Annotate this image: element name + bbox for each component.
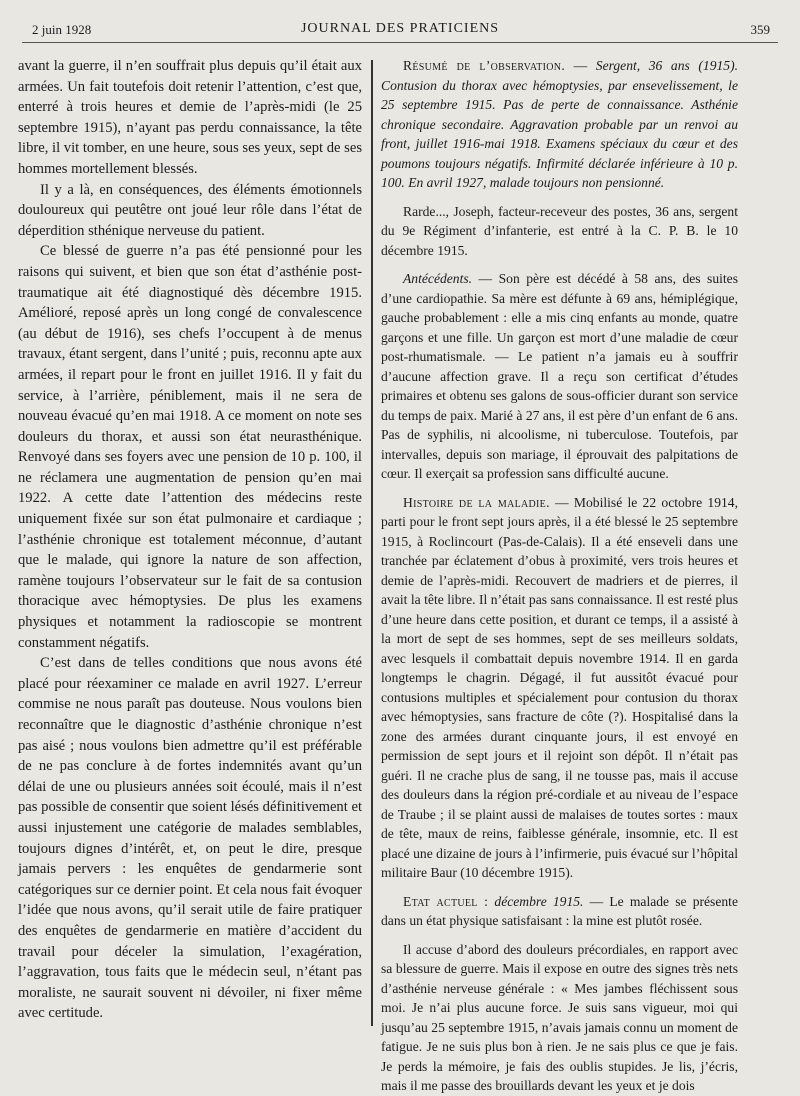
left-paragraph-2: Il y a là, en conséquences, des éléments émotionnels douloureux qui peutêtre ont joué leur rôle dans l’état de déperdition sthénique nerveuse du patient. <box>18 181 362 239</box>
complaints-paragraph: Il accuse d’abord des douleurs précordiales, en rapport avec sa blessure de guerre. Mais il expose en outre des signes très nets d’asthénie nerveuse générale : « Mes jambes fléchissent sous moi. Je n’ai plus aucune force. Je suis sans vigueur, moi qui jusqu’au 25 septembre 1915, n’avais jamais connu un moment de fatigue. Je ne suis plus bon à rien. Je ne sais plus ce que je fais. Je perds la mémoire, je fais des oublis stupides. Je lis, j’écris, mais il me passe des brouillards devant les yeux et je dois <box>381 941 738 1093</box>
summary-dash: — <box>565 58 596 73</box>
left-paragraph-4: C’est dans de telles conditions que nous avons été placé pour réexaminer ce malade en avril 1927. L’erreur commise ne nous paraît pas douteuse. Nous voulons bien reconnaître que le diagnostic d’asthénie chronique n’est pas aisé ; nous voulons bien admettre qu’il est préférable de ne pas conclure à de fortes indemnités avant qu’un délai de une ou plusieurs années soit écoulé, mais il n’est pas possible de consentir que soient lésés définitivement et aussi injustement une catégorie de malades semblables, toujours dignes d’intérêt, et, on peut le dire, presque jamais pervers : les enquêtes de gendarmerie sont catégoriques sur ce dernier point. Et cela nous fait évoquer l’idée que nous avons, qu’il serait utile de faire pratiquer des enquêtes de gendarmerie en matière d’accident du travail pour déceler la simulation, l’exagération, l’aggravation, tous faits que le médecin seul, n’étant pas moraliste, ne saurait souvent ni dévoiler, ni fixer même avec certitude. <box>18 655 362 1022</box>
antecedents-text: — Son père est décédé à 58 ans, des suites d’une cardiopathie. Sa mère est défunte à 69 ans, hémiplégique, gauche probablement : elle a mis cinq enfants au monde, quatre garçons et une fille. Un garçon est mort d’une maladie de cœur post-rhumatismale. — Le patient n’a jamais eu à souffrir d’aucune affection grave. Il a reçu son certificat d’études primaires et obtenu ses galons de sous-officier durant son service du temps de paix. Marié à 27 ans, il est père d’un enfant de 6 ans. Pas de syphilis, ni alcoolisme, ni tuberculose. Toutefois, par intervalles, depuis son mariage, il éprouvait des palpitations de cœur. Il exerçait sa profession sans difficulté aucune. <box>381 271 738 481</box>
patient-identity: Rarde..., Joseph, facteur-receveur des postes, 36 ans, sergent du 9e Régiment d’infanterie, est entré à la C. P. B. le 10 décembre 1915. <box>381 203 738 258</box>
issue-date: 2 juin 1928 <box>32 22 92 37</box>
column-divider <box>371 60 373 1026</box>
observation-summary <box>381 56 738 193</box>
history-text: — Mobilisé le 22 octobre 1914, parti pour le front sept jours après, il a été blessé le 25 septembre 1915, à Roclincourt (Pas-de-Calais). Il a été enseveli dans une tranchée par éclatement d’obus à proximité, vers trois heures et demie de l’après-midi. Recouvert de madriers et de pierres, il avait la tête libre. Il n’était pas sans connaissance. Il est resté plus d’une heure dans cette position, et durant ce temps, il a assisté à la mort de sept de ses hommes, sept de ses meilleurs soldats, avec lesquels il combattait depuis novembre 1914. Il en garda longtemps le chagrin. Dégagé, il fut aussitôt évacué pour contusions multiples et spécialement pour contusion du thorax avec hémoptysies, sans fracture de côte (?). Hospitalisé dans la zone des armées durant cinquante jours, il est envoyé en permission de sept jours et il rejoint son dépôt. Il n’était pas guéri. Il ne crache plus de sang, il ne tousse pas, mais il accuse des douleurs dans la région pré-cordiale et au niveau de l’espace de Traube ; il se plaint aussi de malaises de toutes sortes : maux de tête, maux de reins, faiblesse générale, insomnie, etc. Il est placé une dizaine de jours à l’infirmerie, puis évacué sur l’hôpital militaire Baur (10 décembre 1915). <box>381 494 738 880</box>
antecedents-heading: Antécédents. <box>403 271 473 286</box>
journal-title: JOURNAL DES PRATICIENS <box>300 21 500 36</box>
summary-text: Sergent, 36 ans (1915). Contusion du thorax avec hémoptysies, par ensevelissement, le 25 septembre 1915. Pas de perte de connaissance. Asthénie chronique secondaire. Aggravation probable par un renvoi au front, juillet 1916-mai 1918. Examens spéciaux du cœur et des poumons toujours négatifs. Infirmité déclarée inférieure à 10 p. 100. En avril 1927, malade toujours non pensionné. <box>381 58 739 190</box>
current-state-paragraph <box>381 892 738 931</box>
history-paragraph <box>381 493 738 883</box>
current-state-date: décembre 1915. <box>488 893 584 909</box>
left-column <box>18 56 362 1024</box>
current-state-heading: Etat actuel : <box>403 893 489 909</box>
page-header <box>22 20 778 43</box>
summary-heading: Résumé de l’observation. <box>403 58 566 73</box>
left-paragraph-3: Ce blessé de guerre n’a pas été pensionné pour les raisons qui suivent, et bien que son état d’asthénie post-traumatique ait été diagnostiqué dès décembre 1915. Amélioré, reposé après un long congé de convalescence (au début de 1916), ses chefs l’occupent à de menus travaux, étant sergent, dans l’unité ; puis, reconnu apte aux armées, il repart pour le front en juillet 1916. Il y fait du service, à l’arrière, péniblement, mais il ne sera de nouveau évacué qu’en mai 1918. A ce moment on note ses douleurs du thorax, et aussi son état neurasthénique. Renvoyé dans ses foyers avec une pension de 10 p. 100, il ne réclamera une augmentation de pension qu’en mai 1922. A cette date l’attention des médecins reste uniquement fixée sur son état pulmonaire et cardiaque ; l’asthénie chronique est totalement méconnue, d’autant que le malade, qui ignore la nature de son affection, ramène toujours l’observateur sur le fait de sa contusion thoracique avec hémoptysies. De plus les examens physiques et notamment la radioscopie se montrent constamment négatifs. <box>18 243 362 651</box>
right-column <box>381 56 738 1096</box>
history-heading: Histoire de la maladie. <box>403 494 550 510</box>
left-paragraph-1: avant la guerre, il n’en souffrait plus depuis qu’il était aux armées. Un fait toutefois doit retenir l’attention, c’est que, enterré à trois heures et demie de l’après-midi (le 25 septembre 1915), n’ayant pas perdu connaissance, la tête libre, il vit tomber, en une heure, sous ses yeux, sept de ses hommes mortellement blessés. <box>18 58 362 177</box>
current-state-text: — Le malade se présente dans un état physique satisfaisant : la mine est plutôt rosée. <box>381 893 738 928</box>
antecedents-paragraph <box>381 269 738 484</box>
page-number: 359 <box>750 22 770 37</box>
